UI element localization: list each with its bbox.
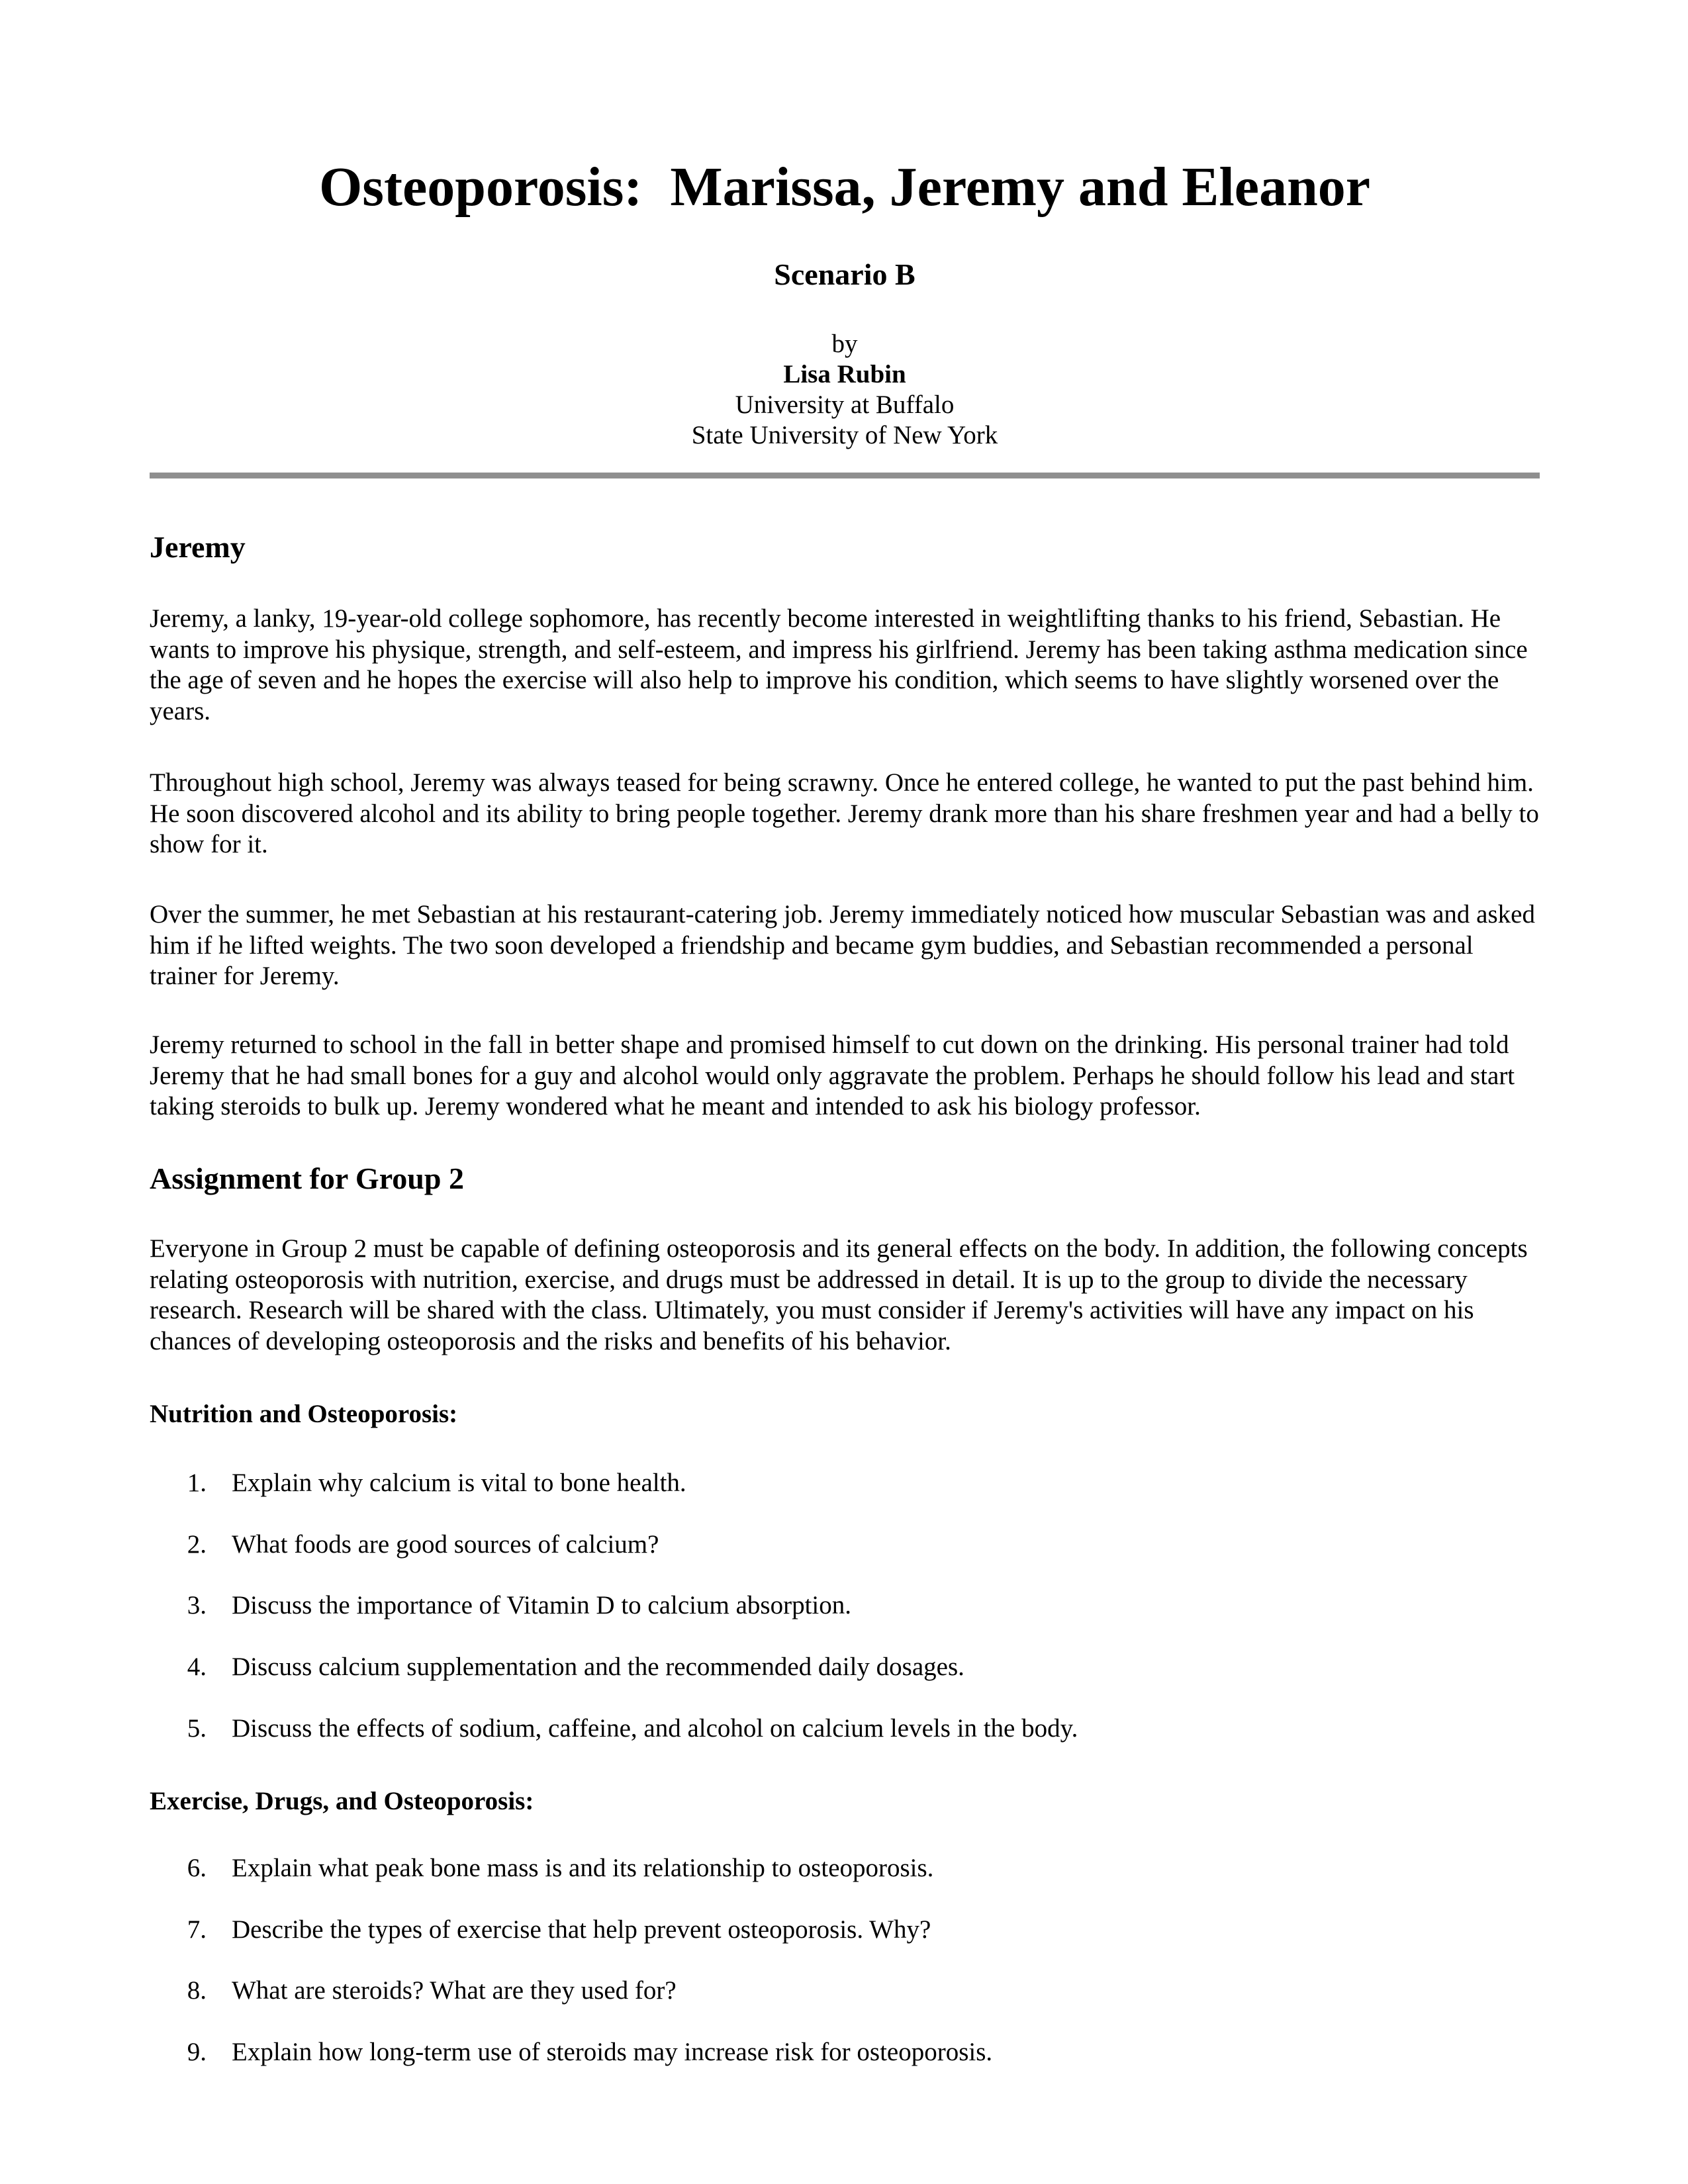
list-item-text: Discuss the importance of Vitamin D to calcium absorption.	[232, 1591, 851, 1619]
affiliation-university: University at Buffalo	[735, 390, 955, 419]
jeremy-paragraph: Throughout high school, Jeremy was always teased for being scrawny. Once he entered college, he wanted to put the past behind him. He soon discovered alcohol and its ability to bring people together. Jeremy drank more than his share freshmen year and had a belly to show for it.	[150, 768, 1539, 858]
list-item-number: 2.	[187, 1530, 207, 1559]
list-item-text: What are steroids? What are they used for?	[232, 1976, 677, 2005]
assignment-intro: Everyone in Group 2 must be capable of defining osteoporosis and its general effects on the body. In addition, the following concepts relating osteoporosis with nutrition, exercise, and drugs must be addressed in detail. It is up to the group to divide the necessary research. Research will be shared with the class. Ultimately, you must consider if Jeremy's activities will have any impact on his chances of developing osteoporosis and the risks and benefits of his behavior.	[150, 1234, 1528, 1355]
byline	[150, 329, 1540, 451]
exercise-subheading: Exercise, Drugs, and Osteoporosis:	[150, 1787, 534, 1815]
document-title: Osteoporosis: Marissa, Jeremy and Eleanor	[318, 156, 1371, 218]
header-divider	[150, 473, 1540, 478]
list-item-number: 8.	[187, 1976, 207, 2005]
list-item-number: 4.	[187, 1653, 207, 1681]
list-item-text: Explain how long-term use of steroids may increase risk for osteoporosis.	[232, 2038, 993, 2066]
list-item-number: 6.	[187, 1854, 207, 1882]
author-name: Lisa Rubin	[783, 360, 906, 388]
list-item-text: Describe the types of exercise that help prevent osteoporosis. Why?	[232, 1915, 931, 1944]
section-heading-assignment: Assignment for Group 2	[150, 1161, 464, 1195]
list-item-text: Discuss the effects of sodium, caffeine, and alcohol on calcium levels in the body.	[232, 1714, 1078, 1743]
affiliation-system: State University of New York	[691, 421, 998, 449]
nutrition-subheading: Nutrition and Osteoporosis:	[150, 1400, 458, 1428]
list-item-text: Discuss calcium supplementation and the recommended daily dosages.	[232, 1653, 964, 1681]
list-item-number: 5.	[187, 1714, 207, 1743]
list-item-text: Explain why calcium is vital to bone health.	[232, 1469, 686, 1497]
list-item-number: 9.	[187, 2038, 207, 2066]
list-item-text: Explain what peak bone mass is and its relationship to osteoporosis.	[232, 1854, 934, 1882]
byline-by: by	[831, 330, 858, 358]
scenario-subtitle: Scenario B	[774, 257, 915, 291]
jeremy-paragraph: Jeremy returned to school in the fall in better shape and promised himself to cut down on the drinking. His personal trainer had told Jeremy that he had small bones for a guy and alcohol would only aggravate the problem. Perhaps he should follow his lead and start taking steroids to bulk up. Jeremy wondered what he meant and intended to ask his biology professor.	[150, 1030, 1515, 1120]
section-heading-jeremy: Jeremy	[150, 530, 246, 564]
jeremy-paragraph: Jeremy, a lanky, 19-year-old college sophomore, has recently become interested in weightlifting thanks to his friend, Sebastian. He wants to improve his physique, strength, and self-esteem, and impress his girlfriend. Jeremy has been taking asthma medication since the age of seven and he hopes the exercise will also help to improve his condition, which seems to have slightly worsened over the years.	[150, 604, 1528, 725]
list-item-number: 1.	[187, 1469, 207, 1497]
list-item-number: 3.	[187, 1591, 207, 1619]
jeremy-paragraph: Over the summer, he met Sebastian at his restaurant-catering job. Jeremy immediately noticed how muscular Sebastian was and asked him if he lifted weights. The two soon developed a friendship and became gym buddies, and Sebastian recommended a personal trainer for Jeremy.	[150, 900, 1535, 990]
list-item-number: 7.	[187, 1915, 207, 1944]
list-item-text: What foods are good sources of calcium?	[232, 1530, 659, 1559]
